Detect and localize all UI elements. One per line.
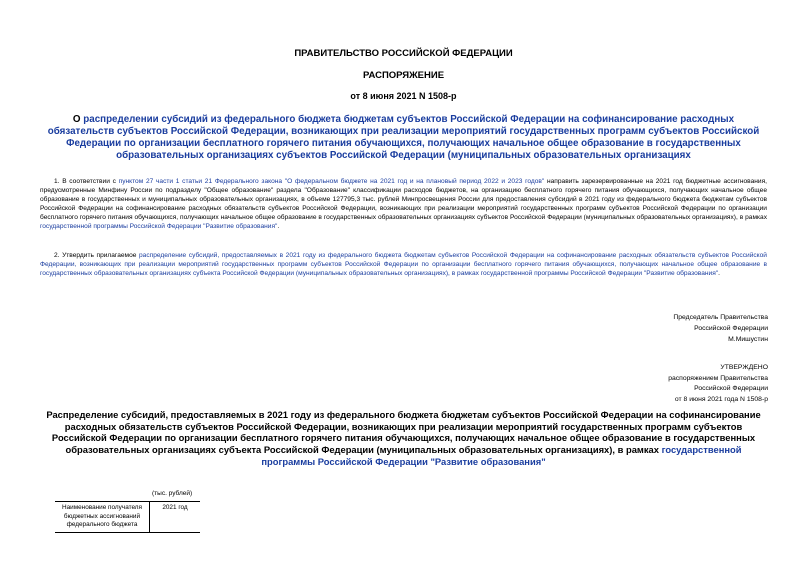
p1-law-link[interactable]: пунктом 27 части 1 статьи 21 Федерального закона "О федеральном бюджете на 2021 год и на плановый период 2022 и 2023 годов": [118, 178, 545, 185]
paragraph-2: [40, 251, 767, 278]
approval-line-2: распоряжением Правительства: [668, 374, 768, 382]
p2-distribution-link[interactable]: распределение субсидий, предоставляемых в 2021 году из федерального бюджета бюджетам субъектов Российской Федерации на софинансирование расходных обязательств субъектов Российской Федерации, возникающих при реализации мероприятий государственных программ субъектов Российской Федерации по организации бесплатного горячего питания обучающихся, получающих начальное общее образование в государственных образовательных организациях субъекта Российской Федерации (муниципальных образовательных организациях), в рамках государственной программы Российской Федерации "Развитие образования": [40, 252, 767, 278]
table-units: (тыс. рублей): [152, 490, 193, 497]
approval-line-3: Российской Федерации: [694, 385, 768, 392]
p2-text-2: .: [718, 270, 720, 278]
distribution-table: [55, 501, 200, 533]
p1-text-2: направить зарезервированные на 2021 год бюджетные ассигнования, предусмотренные Минфину России по подразделу "Общее образование" раздела "Образование" классификации расходов бюджетов, на организацию бесплатного горячего питания обучающихся, получающих начальное общее образование в государственных и муниципальных образовательных организациях, в объеме 127795,3 тыс. рублей Минпросвещения России для предоставления субсидий в 2021 году из федерального бюджета бюджетам субъектов Российской Федерации на софинансирование расходных обязательств субъектов Российской Федерации, возникающих при реализации мероприятий государственных программ субъектов Российской Федерации по организации бесплатного горячего питания обучающихся, получающих начальное общее образование в государственных образовательных организациях субъектов Российской Федерации (муниципальных образовательных организациях), в рамках: [40, 178, 767, 222]
p1-program-link[interactable]: государственной программы Российской Федерации "Развитие образования": [40, 223, 278, 231]
approval-heading: УТВЕРЖДЕНО: [720, 364, 768, 371]
signature-block: [673, 312, 768, 345]
approval-line-4: от 8 июня 2021 года N 1508-р: [674, 395, 768, 403]
table-header-year: 2021 год: [150, 502, 201, 533]
approval-block: [668, 363, 768, 405]
p1-text-1: 1. В соответствии с: [54, 178, 119, 185]
table-header-recipient: Наименование получателя бюджетных ассигнований федерального бюджета: [55, 502, 150, 533]
signature-org: Российской Федерации: [694, 325, 768, 332]
p2-text-1: 2. Утвердить прилагаемое: [54, 252, 139, 259]
document-title: [40, 114, 767, 162]
distribution-title-text: Распределение субсидий, предоставляемых в 2021 году из федерального бюджета бюджетам субъектов Российской Федерации на софинансирование расходных обязательств субъектов Российской Федерации, возникающих при реализации мероприятий государственных программ субъектов Российской Федерации по организации бесплатного горячего питания обучающихся, получающих начальное общее образование в государственных образовательных организациях субъекта Российской Федерации (муниципальных образовательных организациях), в рамках: [46, 409, 761, 456]
table-header-row: [55, 502, 200, 533]
paragraph-1: [40, 177, 767, 232]
document-type: РАСПОРЯЖЕНИЕ: [362, 70, 445, 81]
government-heading: ПРАВИТЕЛЬСТВО РОССИЙСКОЙ ФЕДЕРАЦИИ: [294, 48, 513, 59]
title-prefix: О: [72, 114, 84, 125]
distribution-program-link[interactable]: государственной программы Российской Федерации "Развитие образования": [261, 444, 742, 467]
p1-text-3: .: [277, 223, 280, 231]
signature-name: М.Мишустин: [728, 336, 768, 343]
title-link[interactable]: распределении субсидий из федерального бюджета бюджетам субъектов Российской Федерации на софинансирование расходных обязательств субъектов Российской Федерации, возникающих при реализации мероприятий государственных программ субъектов Российской Федерации по организации бесплатного горячего питания обучающихся, получающих начальное общее образование в государственных образовательных организациях субъектов Российской Федерации (муниципальных образовательных организациях: [47, 114, 760, 161]
distribution-title: [40, 409, 767, 468]
document-date-number: от 8 июня 2021 N 1508-р: [350, 91, 457, 101]
signature-position: Председатель Правительства: [673, 314, 768, 321]
